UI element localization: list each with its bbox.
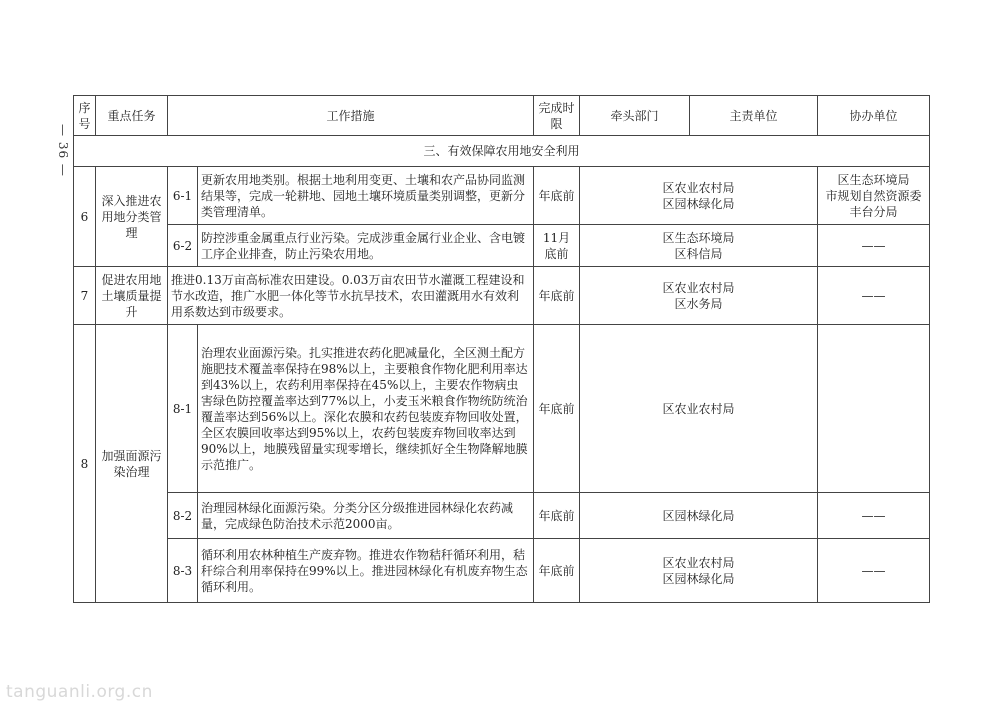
- assist-cell: ——: [818, 225, 930, 267]
- lead-cell: 区农业农村局 区水务局: [580, 267, 818, 325]
- lead-cell: 区农业农村局 区园林绿化局: [580, 539, 818, 603]
- assist-cell: ——: [818, 267, 930, 325]
- measure-cell: 防控涉重金属重点行业污染。完成涉重金属行业企业、含电镀工序企业排查，防止污染农用地。: [198, 225, 534, 267]
- task-table: [73, 95, 930, 603]
- assist-cell: ——: [818, 539, 930, 603]
- sub-id: 6-2: [168, 225, 198, 267]
- header-seq: 序号: [74, 96, 96, 136]
- seq-cell: 7: [74, 267, 96, 325]
- header-task: 重点任务: [96, 96, 168, 136]
- table-row: [74, 493, 930, 539]
- header-assist-unit: 协办单位: [818, 96, 930, 136]
- table-row: [74, 539, 930, 603]
- section-title: 三、有效保障农用地安全利用: [74, 136, 930, 167]
- deadline-cell: 年底前: [534, 167, 580, 225]
- lead-cell: 区园林绿化局: [580, 493, 818, 539]
- measure-cell: 推进0.13万亩高标准农田建设。0.03万亩农田节水灌溉工程建设和节水改造，推广水肥一体化等节水抗旱技术，农田灌溉用水有效利用系数达到市级要求。: [168, 267, 534, 325]
- assist-cell: [818, 325, 930, 493]
- deadline-cell: 年底前: [534, 539, 580, 603]
- measure-cell: 治理园林绿化面源污染。分类分区分级推进园林绿化农药减量，完成绿色防治技术示范2000亩。: [198, 493, 534, 539]
- page-number: — 36 —: [56, 124, 70, 177]
- seq-cell: 6: [74, 167, 96, 267]
- sub-id: 6-1: [168, 167, 198, 225]
- lead-cell: 区农业农村局: [580, 325, 818, 493]
- measure-cell: 更新农用地类别。根据土地利用变更、土壤和农产品协同监测结果等，完成一轮耕地、园地土壤环境质量类别调整，更新分类管理清单。: [198, 167, 534, 225]
- header-deadline: 完成时限: [534, 96, 580, 136]
- table-row: [74, 325, 930, 493]
- task-cell: 促进农用地土壤质量提升: [96, 267, 168, 325]
- deadline-cell: 11月底前: [534, 225, 580, 267]
- deadline-cell: 年底前: [534, 493, 580, 539]
- assist-cell: 区生态环境局 市规划自然资源委丰台分局: [818, 167, 930, 225]
- header-lead-dept: 牵头部门: [580, 96, 690, 136]
- sub-id: 8-3: [168, 539, 198, 603]
- header-measures: 工作措施: [168, 96, 534, 136]
- lead-cell: 区生态环境局 区科信局: [580, 225, 818, 267]
- table-row: [74, 167, 930, 225]
- table-row: [74, 267, 930, 325]
- assist-cell: ——: [818, 493, 930, 539]
- seq-cell: 8: [74, 325, 96, 603]
- task-cell: 加强面源污染治理: [96, 325, 168, 603]
- measure-cell: 治理农业面源污染。扎实推进农药化肥减量化，全区测土配方施肥技术覆盖率保持在98%以上，主要粮食作物化肥利用率达到43%以上，农药利用率保持在45%以上，主要农作物病虫害绿色防控覆盖率达到77%以上，小麦玉米粮食作物统防统治覆盖率达到56%以上。深化农膜和农药包装废弃物回收处置，全区农膜回收率达到95%以上，农药包装废弃物回收率达到90%以上，地膜残留量实现零增长，继续抓好全生物降解地膜示范推广。: [198, 325, 534, 493]
- deadline-cell: 年底前: [534, 325, 580, 493]
- measure-cell: 循环利用农林种植生产废弃物。推进农作物秸秆循环利用，秸秆综合利用率保持在99%以上。推进园林绿化有机废弃物生态循环利用。: [198, 539, 534, 603]
- sub-id: 8-1: [168, 325, 198, 493]
- header-main-unit: 主责单位: [690, 96, 818, 136]
- section-row: [74, 136, 930, 167]
- task-cell: 深入推进农用地分类管理: [96, 167, 168, 267]
- header-row: [74, 96, 930, 136]
- table-row: [74, 225, 930, 267]
- watermark-text: tanguanli.org.cn: [6, 682, 153, 702]
- sub-id: 8-2: [168, 493, 198, 539]
- deadline-cell: 年底前: [534, 267, 580, 325]
- lead-cell: 区农业农村局 区园林绿化局: [580, 167, 818, 225]
